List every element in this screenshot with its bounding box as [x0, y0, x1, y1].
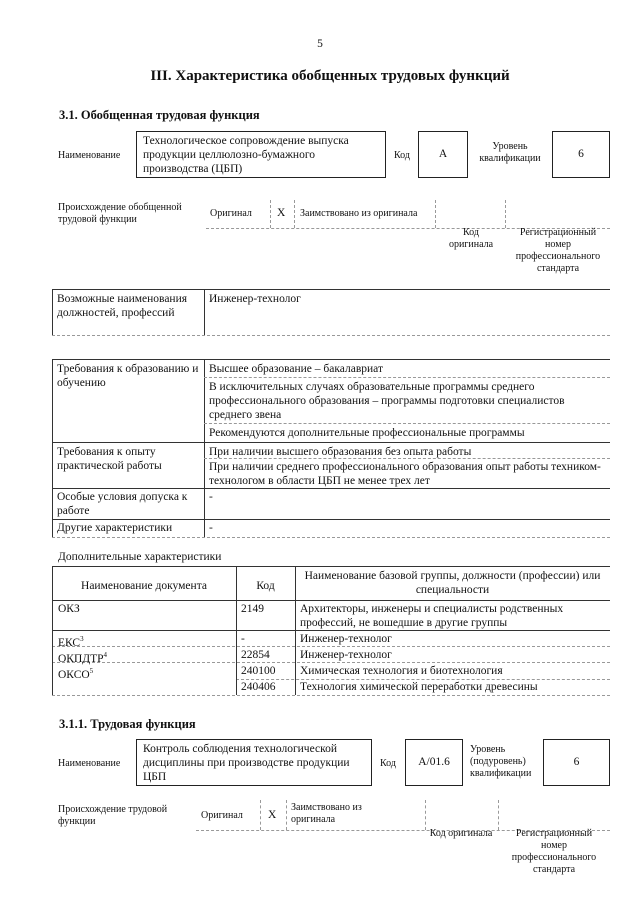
gtf-name-value: Технологическое сопровождение выпуска продукции целлюлозно-бумажного производства (ЦБП)	[143, 135, 349, 175]
additional-row-2-code: -	[241, 633, 245, 645]
gtf-borrowed-label: Заимствовано из оригинала	[300, 208, 418, 219]
gtf-orig-code-label: Код оригинала	[448, 227, 494, 250]
tf-heading: 3.1.1. Трудовая функция	[59, 717, 196, 731]
tf-original-label: Оригинал	[201, 810, 243, 821]
tf-borrowed-label: Заимствовано из оригинала	[291, 802, 362, 825]
tf-code-box	[405, 739, 463, 786]
gtf-level-value: 6	[578, 148, 584, 160]
tf-code-label: Код	[380, 758, 396, 769]
special-label: Особые условия допуска к работе	[57, 491, 188, 517]
additional-row-4-code: 240100	[241, 665, 276, 677]
education-line-3: Рекомендуются дополнительные профессиональные программы	[209, 427, 525, 439]
additional-row-5-name: Технология химической переработки древесины	[300, 681, 538, 693]
additional-row-2-name: Инженер-технолог	[300, 633, 392, 645]
footnote-3: 3	[80, 635, 84, 643]
tf-reg-number-label: Регистрационный номер профессионального стандарта	[511, 828, 597, 875]
special-value: -	[209, 491, 213, 503]
tf-name-value: Контроль соблюдения технологической дисциплины при производстве продукции ЦБП	[143, 743, 350, 783]
gtf-origin-label: Происхождение обобщенной трудовой функции	[58, 202, 182, 225]
education-label: Требования к образованию и обучению	[57, 363, 199, 389]
gtf-heading: 3.1. Обобщенная трудовая функция	[59, 108, 260, 122]
tf-name-box	[136, 739, 372, 786]
additional-row-1-name: Архитекторы, инженеры и специалисты родственных профессий, не вошедшие в другие группы	[300, 603, 564, 629]
gtf-code-label: Код	[394, 150, 410, 161]
gtf-original-label: Оригинал	[210, 208, 252, 219]
experience-line-1: При наличии высшего образования без опыта работы	[209, 446, 472, 458]
additional-row-1-doc: ОКЗ	[58, 603, 80, 615]
additional-row-2-doc-text: ЕКС	[58, 636, 81, 649]
additional-row-4-doc-text: ОКСО	[58, 668, 90, 681]
tf-name-label: Наименование	[58, 758, 121, 769]
tf-original-mark: X	[268, 809, 277, 821]
gtf-level-label: Уровень квалификации	[479, 141, 541, 164]
gtf-reg-number-label: Регистрационный номер профессионального стандарта	[515, 227, 601, 274]
tf-orig-code-label: Код оригинала	[429, 828, 493, 839]
positions-label: Возможные наименования должностей, профессий	[57, 293, 188, 319]
additional-row-3-code: 22854	[241, 649, 270, 661]
tf-level-label: Уровень (подуровень) квалификации	[470, 744, 532, 779]
footnote-4: 4	[103, 651, 108, 659]
tf-level-value: 6	[573, 756, 580, 768]
additional-row-3-name: Инженер-технолог	[300, 649, 392, 661]
additional-header-name: Наименование базовой группы, должности (профессии) или специальности	[304, 570, 601, 596]
positions-value: Инженер-технолог	[209, 293, 301, 305]
page-number: 5	[317, 38, 323, 50]
additional-row-1-code: 2149	[241, 603, 264, 615]
tf-level-box	[543, 739, 610, 786]
other-value: -	[209, 522, 213, 534]
education-line-2: В исключительных случаях образовательные программы среднего профессионального образования – программы подготовки специалистов среднего звена	[209, 381, 565, 421]
additional-row-4-doc	[58, 664, 93, 682]
gtf-original-mark: X	[277, 207, 286, 219]
other-label: Другие характеристики	[57, 522, 173, 534]
additional-row-3-doc-text: ОКПДТР	[58, 652, 104, 665]
tf-code-value: A/01.6	[418, 756, 450, 768]
additional-header-doc: Наименование документа	[81, 580, 207, 592]
gtf-code-box	[418, 131, 468, 178]
gtf-code-value: A	[438, 148, 448, 160]
gtf-name-box	[136, 131, 386, 178]
section-title: III. Характеристика обобщенных трудовых функций	[150, 68, 510, 84]
footnote-5: 5	[89, 667, 94, 675]
education-line-1: Высшее образование – бакалавриат	[209, 363, 383, 375]
gtf-name-label: Наименование	[58, 150, 121, 161]
experience-label: Требования к опыту практической работы	[57, 446, 162, 472]
additional-row-5-code: 240406	[241, 681, 276, 693]
gtf-level-box	[552, 131, 610, 178]
additional-header-code: Код	[256, 580, 275, 592]
experience-line-2: При наличии среднего профессионального образования опыт работы техником-технологом в области ЦБП не менее трех лет	[209, 461, 601, 487]
additional-title: Дополнительные характеристики	[58, 551, 222, 563]
tf-origin-label: Происхождение трудовой функции	[58, 804, 168, 827]
additional-row-4-name: Химическая технология и биотехнология	[300, 665, 503, 677]
